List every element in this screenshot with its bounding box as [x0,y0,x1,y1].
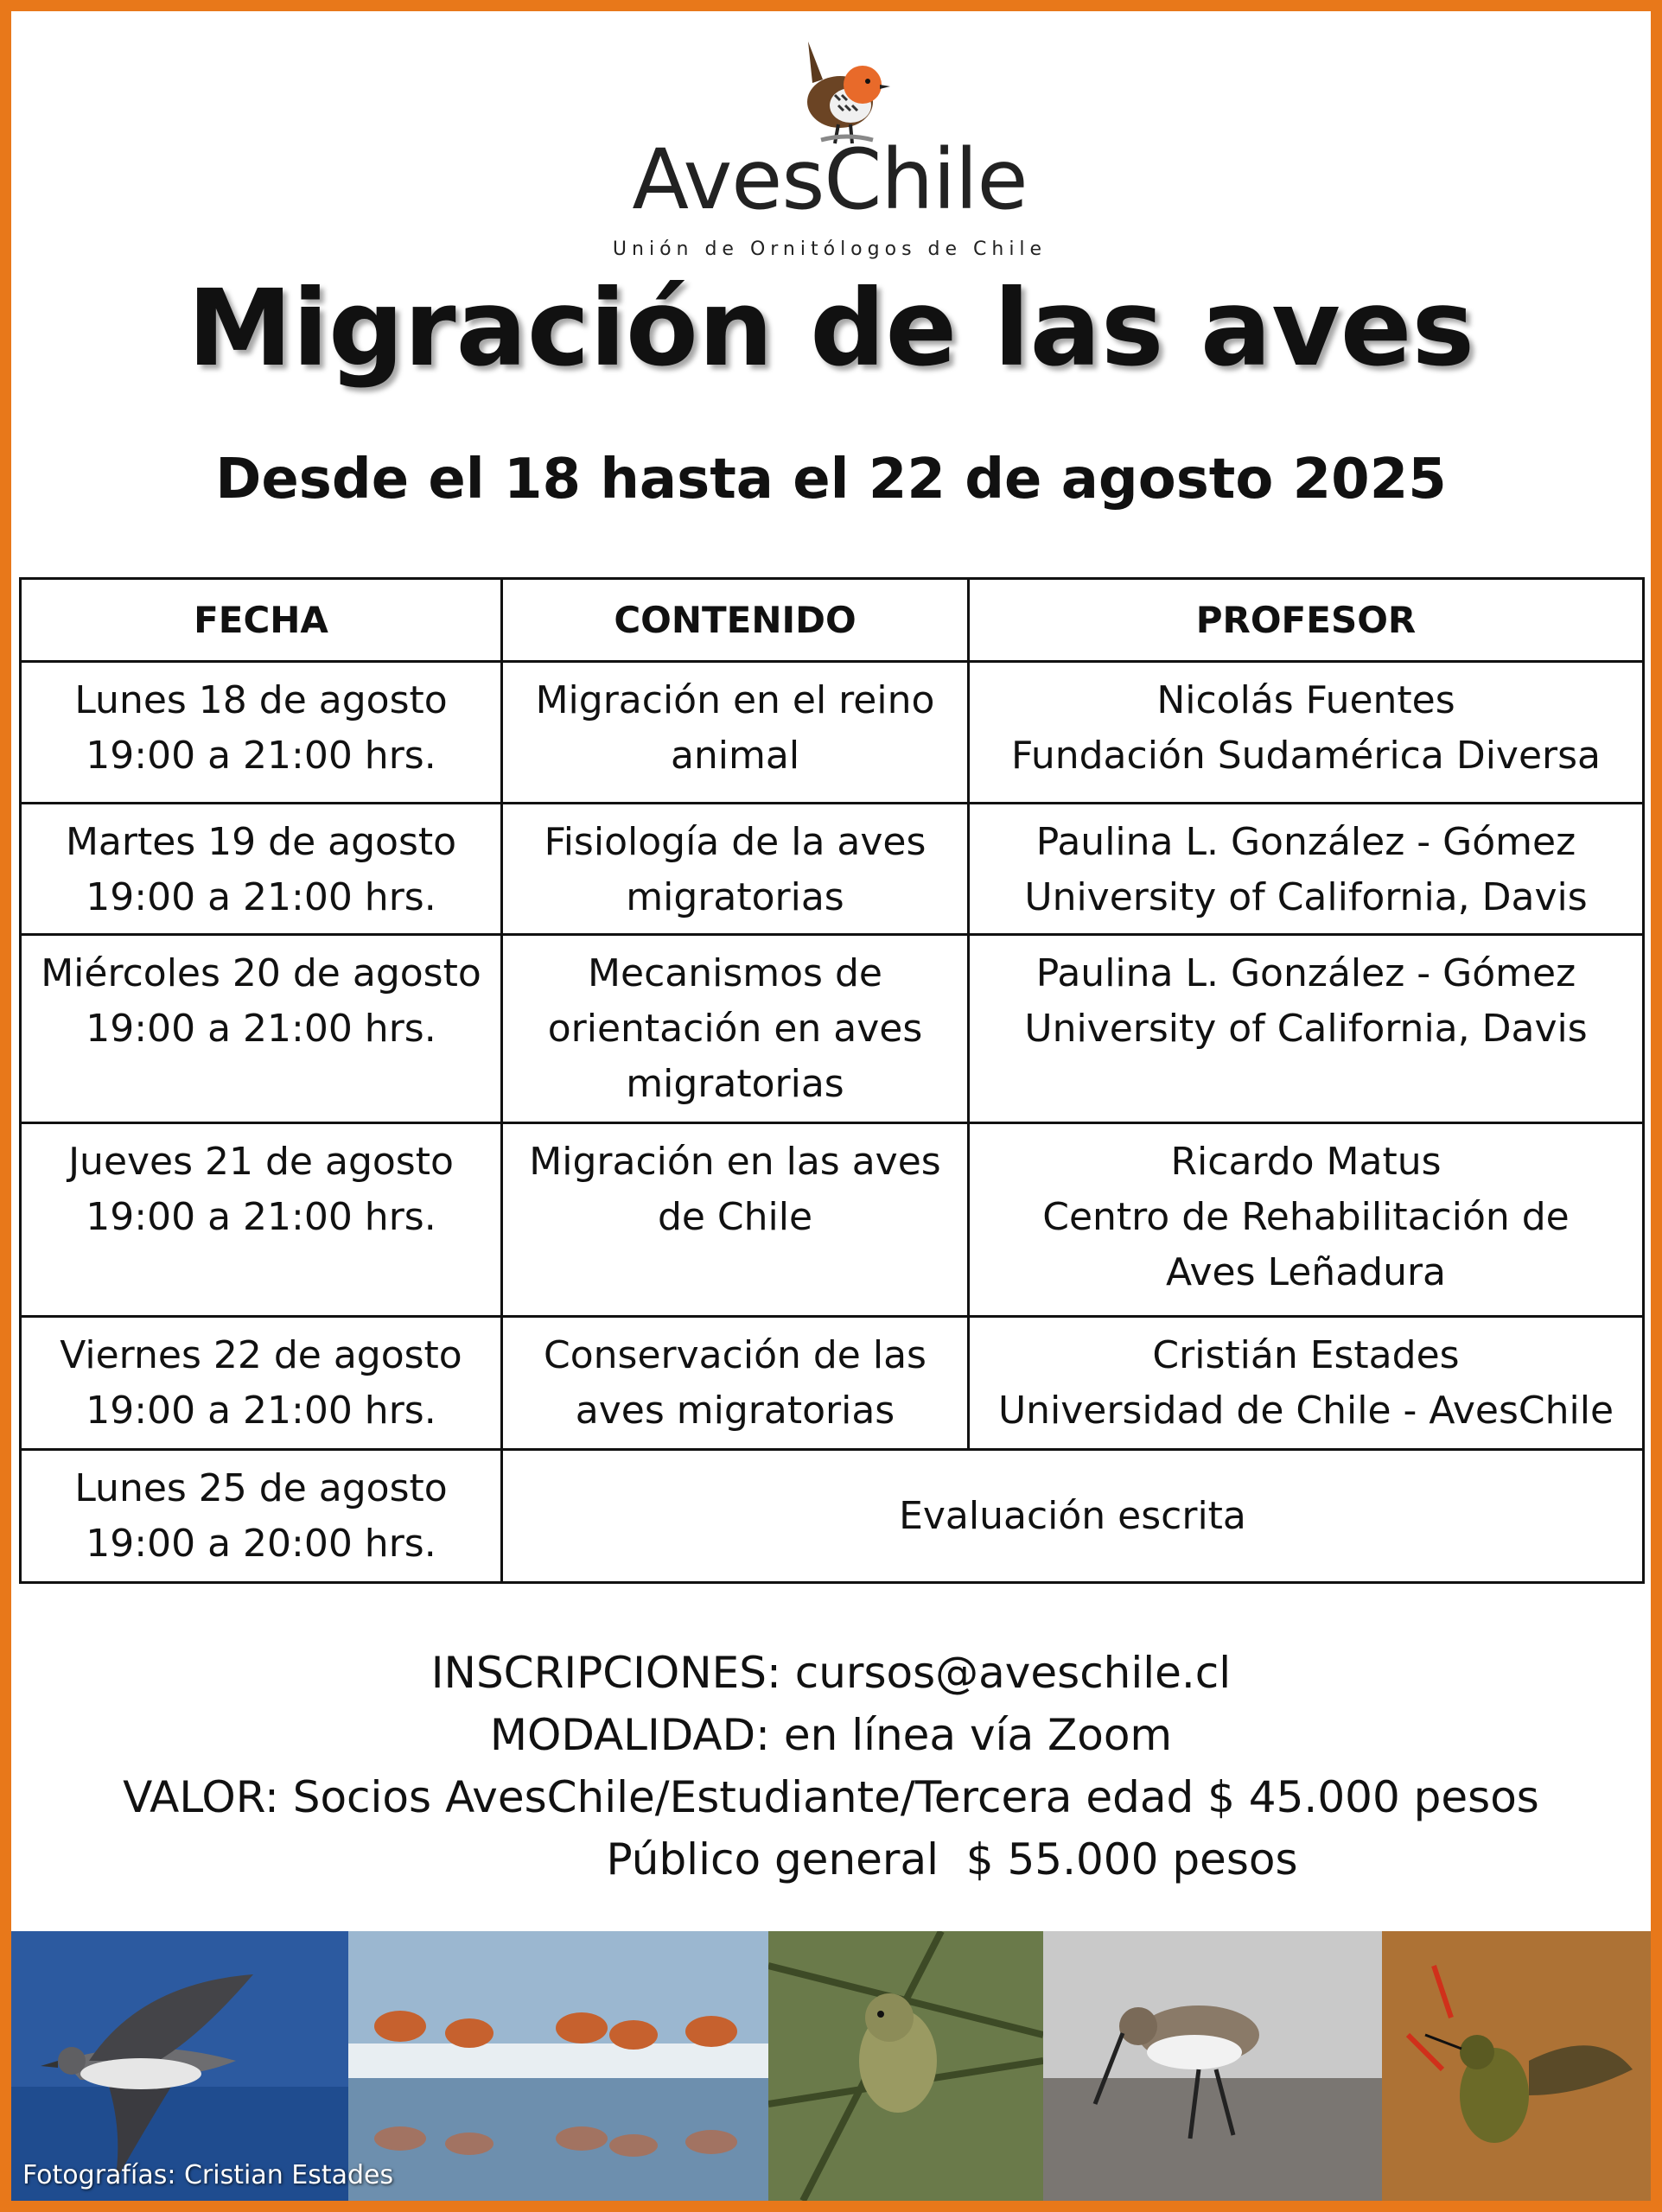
cell-fecha: Viernes 22 de agosto 19:00 a 21:00 hrs. [21,1317,502,1450]
sanderling-photo [1043,1931,1382,2201]
cell-profesor: Cristián Estades Universidad de Chile - AvesChile [969,1317,1644,1450]
red-knot-photo [348,1931,768,2201]
cell-contenido: Migración en las aves de Chile [502,1123,969,1317]
photo-credit: Fotografías: Cristian Estades [22,2160,394,2190]
table-header-row [21,579,1644,662]
page-title: Migración de las aves [187,267,1475,390]
cell-fecha: Lunes 25 de agosto 19:00 a 20:00 hrs. [21,1450,502,1583]
flycatcher-photo [768,1931,1043,2201]
cell-fecha: Martes 19 de agosto 19:00 a 21:00 hrs. [21,804,502,935]
hummingbird-photo [1382,1931,1651,2201]
valor-line: VALOR: Socios AvesChile/Estudiante/Tercera edad $ 45.000 pesos [123,1772,1539,1822]
course-info [0,1642,1662,1891]
cell-fecha: Lunes 18 de agosto 19:00 a 21:00 hrs. [21,662,502,804]
cell-contenido: Migración en el reino animal [502,662,969,804]
table-row [21,1123,1644,1317]
modalidad-line: MODALIDAD: en línea vía Zoom [489,1710,1173,1760]
cell-fecha: Jueves 21 de agosto 19:00 a 21:00 hrs. [21,1123,502,1317]
header-fecha: FECHA [21,579,502,662]
aveschile-logo [596,35,1063,260]
cell-contenido: Mecanismos de orientación en aves migratorias [502,935,969,1123]
header-contenido: CONTENIDO [502,579,969,662]
table-row-evaluation [21,1450,1644,1583]
cell-profesor: Nicolás Fuentes Fundación Sudamérica Diversa [969,662,1644,804]
cell-contenido: Fisiología de la aves migratorias [502,804,969,935]
cell-evaluacion: Evaluación escrita [502,1450,1644,1583]
wren-logo-icon [778,35,890,147]
cell-profesor: Ricardo Matus Centro de Rehabilitación de Aves Leñadura [969,1123,1644,1317]
logo-wordmark: AvesChile [632,131,1028,228]
table-row [21,662,1644,804]
table-row [21,1317,1644,1450]
cell-profesor: Paulina L. González - Gómez University of California, Davis [969,935,1644,1123]
logo-tagline: Unión de Ornitólogos de Chile [612,238,1048,260]
page-subtitle: Desde el 18 hasta el 22 de agosto 2025 [215,448,1447,512]
cell-contenido: Conservación de las aves migratorias [502,1317,969,1450]
inscripciones-line: INSCRIPCIONES: cursos@aveschile.cl [430,1648,1232,1698]
table-row [21,935,1644,1123]
cell-fecha: Miércoles 20 de agosto 19:00 a 21:00 hrs. [21,935,502,1123]
cell-profesor: Paulina L. González - Gómez University of California, Davis [969,804,1644,935]
schedule-table [19,577,1645,1584]
header-profesor: PROFESOR [969,579,1644,662]
table-row [21,804,1644,935]
publico-line: Público general $ 55.000 pesos [606,1834,1298,1885]
